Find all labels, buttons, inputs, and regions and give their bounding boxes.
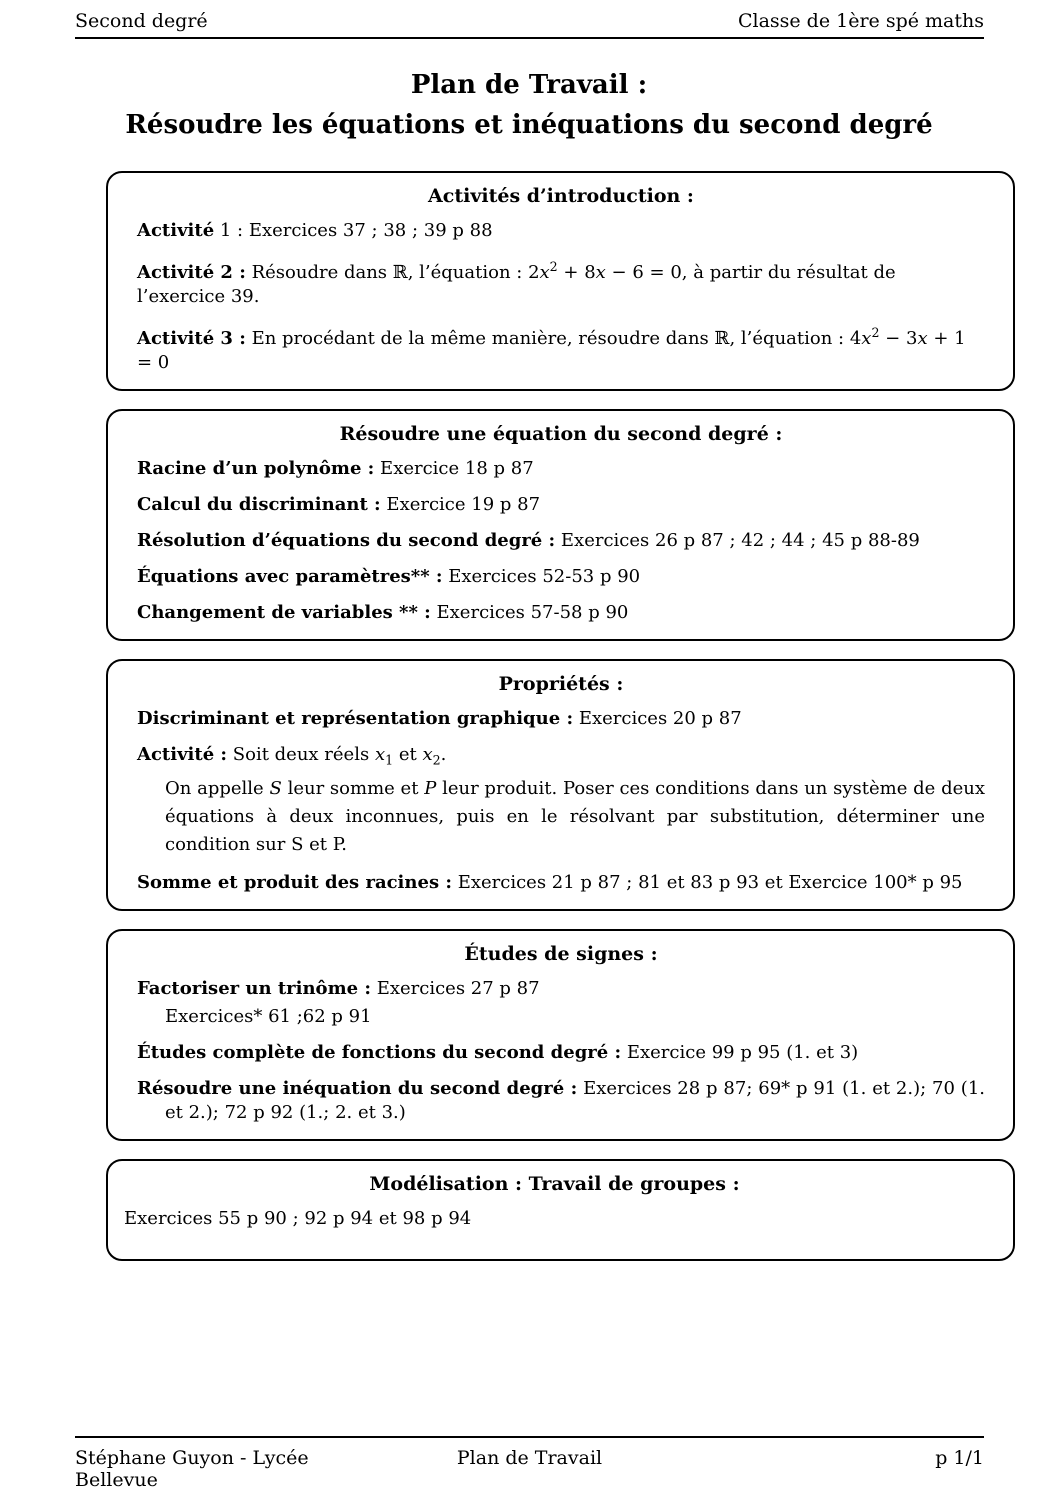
activite-line: Activité : Soit deux réels $x_1$ et $x_2$. [137,744,447,768]
item-label: Résolution d’équations du second degré : [137,530,556,551]
item-text: Exercices 27 p 87 [370,977,540,999]
item-label: Études complète de fonctions du second degré : [137,1041,622,1063]
page-title-line2: Résoudre les équations et inéquations du second degré [125,110,933,140]
discriminant-line [137,707,985,731]
section-intro-title: Activités d’introduction : [428,185,694,207]
page-header [75,10,984,39]
section-equation [106,409,1015,641]
activity-1-text: Exercices 37 ; 38 ; 39 p 88 [248,220,493,241]
math-expression: $4x^2 - 3x + 1 = 0$ [137,325,966,373]
list-item [137,601,985,625]
somme-produit-paragraph: On appelle S leur somme et P leur produit. Poser ces conditions dans un système de deux équations à deux inconnues, puis en le résolvant par substitution, déterminer une condition sur S et P. [165,777,986,855]
section-signes [106,929,1015,1141]
section-equation-title: Résoudre une équation du second degré : [339,423,783,445]
item-text: Exercices 52-53 p 90 [442,566,641,587]
section-signes-title: Études de signes : [464,942,658,965]
item-text: Exercices 20 p 87 [573,708,742,729]
page-footer [75,1436,984,1491]
item-label: Calcul du discriminant : [137,494,381,515]
item-label: Résoudre une inéquation du second degré : [137,1077,578,1099]
activity-2-label: Activité 2 : [137,262,246,283]
activity-3-pre: En procédant de la même manière, résoudre dans ℝ, l’équation : [245,328,850,349]
item-text: Exercice 99 p 95 (1. et 3) [621,1041,859,1063]
page-title [0,65,1058,145]
header-left-text: Second degré [75,10,208,32]
modelisation-text: Exercices 55 p 90 ; 92 p 94 et 98 p 94 [124,1207,472,1229]
activity-3-label: Activité 3 : [137,328,246,349]
item-text: Exercices 26 p 87 ; 42 ; 44 ; 45 p 88-89 [555,530,920,551]
item-text: Exercices 21 p 87 ; 81 et 83 p 93 et Exercice 100* p 95 [451,871,963,893]
item-text: Exercices 57-58 p 90 [430,602,629,623]
list-item [137,493,985,517]
inequation-line [137,1077,985,1125]
factoriser-continuation: Exercices* 61 ;62 p 91 [165,1005,372,1027]
item-label: Changement de variables ** : [137,602,431,623]
list-item [137,565,985,589]
item-label: Équations avec paramètres** : [137,566,443,587]
section-modelisation [106,1159,1015,1261]
item-label: Discriminant et représentation graphique : [137,708,574,729]
footer-page-number: p 1/1 [935,1447,984,1469]
list-item [137,457,985,481]
section-proprietes-title: Propriétés : [498,673,624,695]
section-intro [106,171,1015,391]
activity-2-post: , à partir du résultat de l’exercice 39. [137,262,896,307]
list-item [137,529,985,553]
item-label: Activité : [137,744,228,765]
item-text: Exercice 19 p 87 [380,494,541,515]
somme-line [137,871,985,895]
etudes-line [137,1041,985,1065]
activity-1-label: Activité [137,220,215,241]
item-label: Factoriser un trinôme : [137,977,371,999]
activity-2-line [137,255,985,309]
activity-2-pre: Résoudre dans ℝ, l’équation : [245,262,529,283]
item-text: Exercice 18 p 87 [374,458,534,479]
item-text: Exercices 28 p 87; 69* p 91 (1. et 2.); 70 (1. et 2.); 72 p 92 (1.; 2. et 3.) [165,1077,985,1123]
item-label: Somme et produit des racines : [137,871,452,893]
section-modelisation-title: Modélisation : Travail de groupes : [369,1172,740,1195]
factoriser-line [137,977,985,1001]
page-title-line1: Plan de Travail : [410,70,648,100]
activity-1-line [137,219,985,243]
footer-doc-name: Plan de Travail [456,1447,603,1469]
activity-3-line [137,321,985,375]
item-text: Soit deux réels [227,744,375,765]
section-proprietes [106,659,1015,911]
math-expression: $2x^2 + 8x - 6 = 0$ [528,259,682,283]
footer-author: Stéphane Guyon - Lycée Bellevue [75,1447,309,1491]
item-label: Racine d’un polynôme : [137,458,375,479]
header-right-text: Classe de 1ère spé maths [737,10,984,32]
activity-1-number: 1 : [214,220,249,241]
